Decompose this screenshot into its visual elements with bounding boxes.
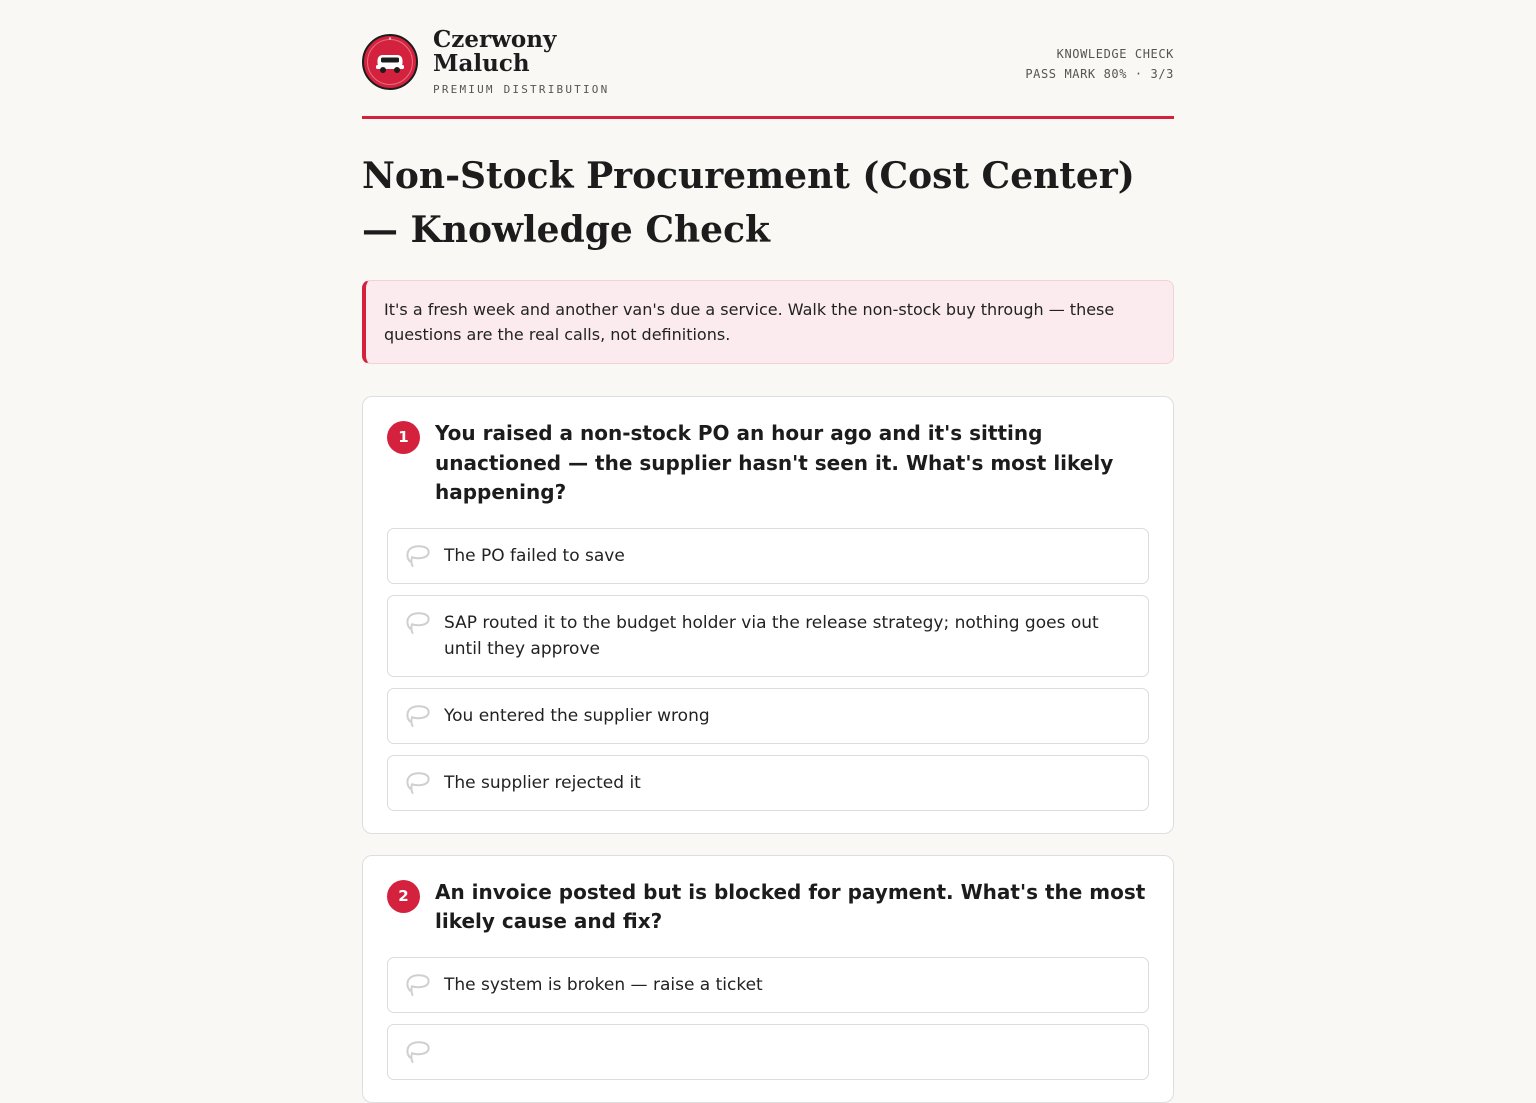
speech-bubble-icon	[404, 609, 431, 636]
question-number-badge: 2	[387, 880, 420, 913]
header-meta	[1025, 44, 1174, 84]
answer-option[interactable]	[387, 688, 1149, 744]
brand-subtitle: PREMIUM DISTRIBUTION	[433, 83, 610, 96]
answer-option-label: You entered the supplier wrong	[444, 705, 710, 726]
van-badge-icon	[362, 34, 418, 90]
brand-name	[433, 28, 609, 76]
answer-option[interactable]	[387, 1024, 1149, 1080]
brand-name-line1: Czerwony	[433, 26, 557, 53]
pass-mark: PASS MARK 80% · 3/3	[1025, 67, 1174, 81]
answer-options	[387, 957, 1149, 1080]
speech-bubble-icon	[404, 971, 431, 998]
speech-bubble-icon	[404, 769, 431, 796]
answer-option-label: SAP routed it to the budget holder via the release strategy; nothing goes out until they approve	[444, 612, 1099, 659]
page-title: Non-Stock Procurement (Cost Center) — Knowledge Check	[362, 155, 1135, 251]
answer-option-label: The PO failed to save	[444, 545, 625, 566]
question-header	[387, 880, 1149, 937]
speech-bubble-icon	[404, 542, 431, 569]
page-header	[362, 0, 1174, 119]
answer-option[interactable]	[387, 528, 1149, 584]
meta-label: KNOWLEDGE CHECK	[1056, 47, 1174, 61]
brand	[433, 28, 609, 96]
question-text: An invoice posted but is blocked for payment. What's the most likely cause and fix?	[435, 879, 1146, 933]
question-text: You raised a non-stock PO an hour ago and it's sitting unactioned — the supplier hasn't seen it. What's most likely happening?	[435, 421, 1114, 504]
brand-name-line2: Maluch	[433, 50, 530, 77]
answer-option[interactable]	[387, 957, 1149, 1013]
intro-callout: It's a fresh week and another van's due a service. Walk the non-stock buy through — these questions are the real calls, not definitions.	[362, 280, 1174, 364]
speech-bubble-icon	[404, 1038, 431, 1065]
question-number-badge: 1	[387, 421, 420, 454]
page	[362, 0, 1174, 1103]
answer-options	[387, 528, 1149, 811]
answer-option[interactable]	[387, 595, 1149, 677]
answer-option-label: The supplier rejected it	[444, 772, 641, 793]
speech-bubble-icon	[404, 702, 431, 729]
answer-option-label: The system is broken — raise a ticket	[444, 974, 763, 995]
answer-option[interactable]	[387, 755, 1149, 811]
question-card-1	[362, 396, 1174, 834]
question-header	[387, 421, 1149, 508]
question-card-2	[362, 855, 1174, 1103]
